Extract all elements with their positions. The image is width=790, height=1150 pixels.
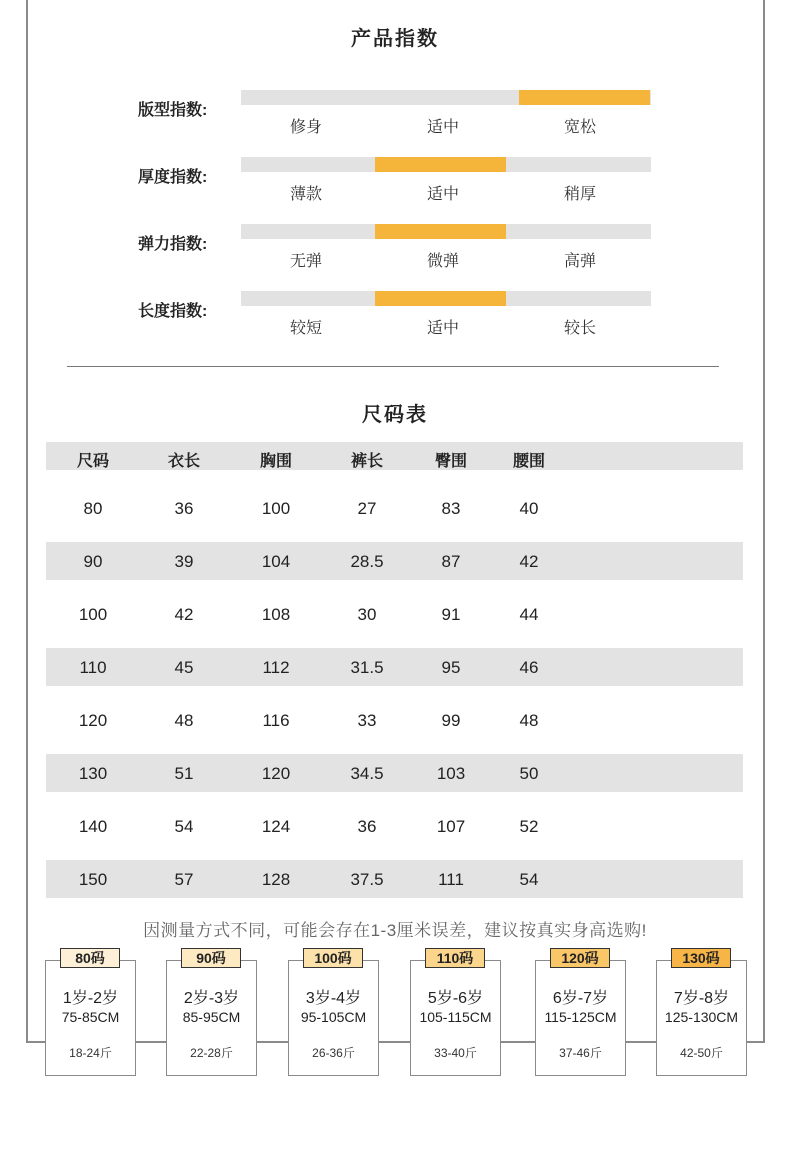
table-cell: 28.5 (350, 552, 384, 571)
index-option-label: 高弹 (563, 253, 596, 270)
size-card-age: 2岁-3岁 (183, 990, 240, 1007)
frame-left-border (26, 0, 28, 1042)
table-cell: 42 (174, 605, 194, 624)
index-bar (241, 291, 651, 306)
table-cell: 27 (357, 499, 377, 518)
table-cell: 50 (519, 764, 539, 783)
table-cell: 120 (261, 764, 291, 783)
table-cell: 124 (261, 817, 291, 836)
size-card-height: 95-105CM (300, 1009, 367, 1025)
size-card-height: 125-130CM (664, 1009, 739, 1025)
index-bar-selected-segment (519, 90, 650, 105)
size-table-header-cell: 衣长 (167, 453, 200, 470)
table-cell: 34.5 (350, 764, 384, 783)
table-cell: 39 (174, 552, 194, 571)
table-cell: 52 (519, 817, 539, 836)
table-cell: 140 (78, 817, 108, 836)
table-cell: 110 (79, 658, 107, 677)
size-card-tag: 100码 (303, 948, 363, 968)
table-cell: 45 (174, 658, 194, 677)
measurement-note: 因测量方式不同，可能会存在1-3厘米误差，建议按真实身高选购! (143, 921, 647, 940)
size-card-tag: 120码 (550, 948, 610, 968)
size-table-header-cell: 腰围 (512, 453, 545, 470)
index-bar (241, 157, 651, 172)
index-option-label: 适中 (426, 186, 459, 203)
size-card-age: 5岁-6岁 (427, 990, 484, 1007)
table-cell: 51 (174, 764, 194, 783)
size-card-height: 115-125CM (544, 1009, 617, 1025)
table-cell: 44 (519, 605, 539, 624)
size-table-header-cell: 尺码 (76, 453, 109, 470)
index-bar-segment (375, 90, 506, 105)
table-cell: 48 (519, 711, 539, 730)
index-bar-selected-segment (375, 291, 506, 306)
table-cell: 100 (261, 499, 291, 518)
size-card-height: 75-85CM (61, 1009, 120, 1025)
index-option-label: 微弹 (426, 253, 459, 270)
table-cell: 46 (519, 658, 539, 677)
index-option-label: 宽松 (563, 119, 596, 136)
size-card-age: 3岁-4岁 (305, 990, 362, 1007)
index-bar-segment (241, 224, 372, 239)
size-card-weight: 33-40斤 (434, 1046, 477, 1060)
table-cell: 107 (436, 817, 466, 836)
index-option-label: 稍厚 (563, 186, 596, 203)
size-card-weight: 26-36斤 (312, 1046, 355, 1060)
index-bar-segment (241, 90, 372, 105)
size-table-header-cell: 裤长 (350, 453, 383, 470)
table-cell: 33 (357, 711, 377, 730)
index-label: 长度指数: (138, 303, 208, 320)
table-cell: 37.5 (350, 870, 384, 889)
table-cell: 95 (441, 658, 461, 677)
index-bar-segment (241, 157, 372, 172)
table-cell: 103 (436, 764, 466, 783)
size-card-weight: 42-50斤 (680, 1046, 723, 1060)
index-option-label: 修身 (289, 119, 322, 136)
table-cell: 31.5 (350, 658, 384, 677)
table-cell: 111 (438, 870, 464, 889)
table-cell: 80 (83, 499, 103, 518)
table-cell: 36 (357, 817, 377, 836)
index-option-label: 薄款 (289, 186, 322, 203)
size-card-tag: 110码 (425, 948, 485, 968)
index-bar (241, 224, 651, 239)
index-bar-segment (519, 224, 650, 239)
size-card-tag: 80码 (60, 948, 120, 968)
index-label: 弹力指数: (138, 236, 208, 253)
table-cell: 83 (441, 499, 461, 518)
index-bar-selected-segment (375, 224, 506, 239)
table-cell: 112 (262, 658, 290, 677)
size-card-tag: 90码 (181, 948, 241, 968)
index-bar-segment (519, 291, 650, 306)
table-cell: 36 (174, 499, 194, 518)
size-table-title: 尺码表 (362, 404, 428, 426)
section-divider (67, 366, 719, 367)
index-bar (241, 90, 651, 105)
size-card-weight: 22-28斤 (190, 1046, 233, 1060)
table-cell: 91 (441, 605, 461, 624)
size-card-weight: 37-46斤 (559, 1046, 602, 1060)
index-bar-segment (241, 291, 372, 306)
table-cell: 48 (174, 711, 194, 730)
table-cell: 42 (519, 552, 539, 571)
size-card-weight: 18-24斤 (69, 1046, 112, 1060)
frame-bottom-border (26, 1041, 765, 1043)
table-cell: 116 (262, 711, 290, 730)
table-cell: 104 (261, 552, 291, 571)
size-card-height: 105-115CM (419, 1009, 492, 1025)
size-table-header-cell: 臀围 (434, 453, 467, 470)
index-option-label: 无弹 (289, 253, 322, 270)
index-bar-selected-segment (375, 157, 506, 172)
index-option-label: 较短 (289, 320, 322, 337)
size-card-age: 7岁-8岁 (673, 990, 730, 1007)
product-index-title: 产品指数 (351, 28, 439, 50)
table-cell: 57 (174, 870, 194, 889)
table-cell: 40 (519, 499, 539, 518)
table-cell: 90 (83, 552, 103, 571)
size-card-tag: 130码 (671, 948, 731, 968)
table-cell: 54 (174, 817, 194, 836)
index-bar-segment (519, 157, 650, 172)
index-option-label: 适中 (426, 119, 459, 136)
table-cell: 30 (357, 605, 377, 624)
frame-right-border (763, 0, 765, 1042)
table-cell: 130 (78, 764, 108, 783)
table-cell: 99 (441, 711, 461, 730)
table-cell: 150 (78, 870, 108, 889)
table-cell: 87 (441, 552, 461, 571)
table-cell: 108 (261, 605, 291, 624)
index-label: 版型指数: (138, 102, 208, 119)
table-cell: 54 (519, 870, 539, 889)
table-cell: 128 (261, 870, 291, 889)
index-option-label: 适中 (426, 320, 459, 337)
size-card-height: 85-95CM (182, 1009, 241, 1025)
index-option-label: 较长 (563, 320, 596, 337)
size-card-age: 6岁-7岁 (552, 990, 609, 1007)
size-table-header-cell: 胸围 (259, 453, 292, 470)
table-cell: 120 (78, 711, 108, 730)
index-label: 厚度指数: (138, 169, 208, 186)
size-card-age: 1岁-2岁 (62, 990, 119, 1007)
table-cell: 100 (78, 605, 108, 624)
